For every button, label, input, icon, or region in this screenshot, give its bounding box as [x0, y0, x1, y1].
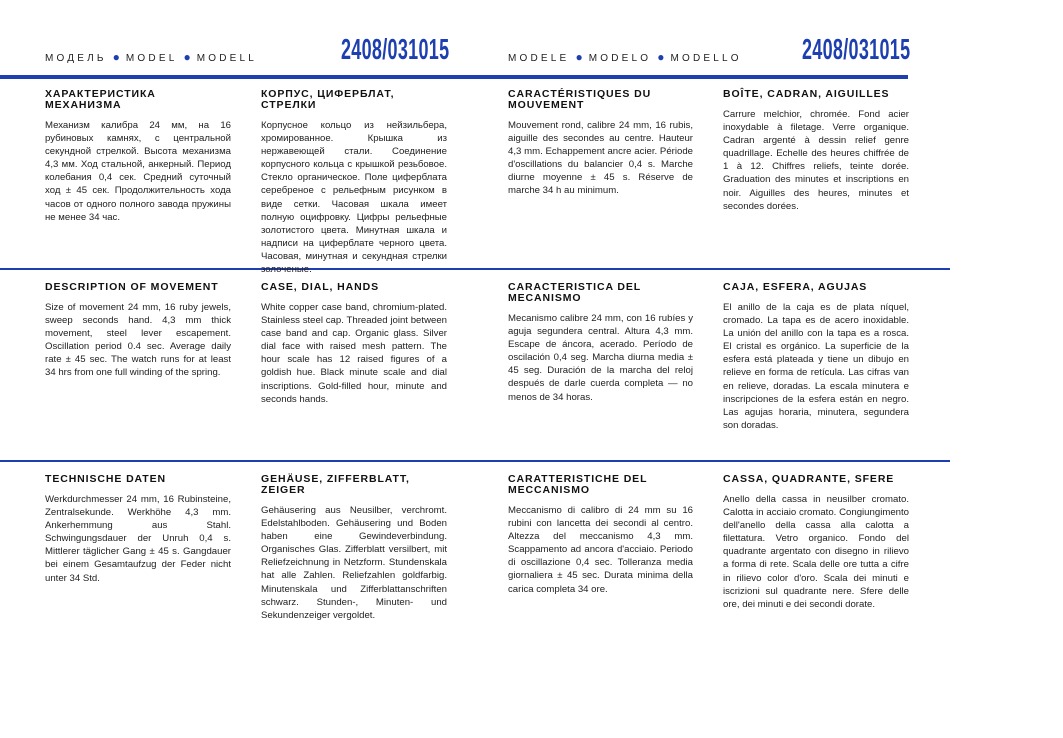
section-ru-movement: [45, 89, 231, 224]
section-title: CARATTERISTICHE DEL MECCANISMO: [508, 473, 648, 496]
section-text: Anello della cassa in neusilber cromato. Calotta in acciaio cromato. Congiungimento dell'anello della cassa alla calotta a filettatura. Vetro organico. Fondo del quadrante argentato con disegno in rilievo a forma di rete. Scala delle ore tutta a cifre in rilievo color d'oro. Scala dei minuti e iscrizioni sul quadrante nere. Sfere delle ore, dei minuti e dei secondi dorate.: [723, 494, 909, 610]
section-it-case: [723, 474, 909, 611]
section-text: Mouvement rond, calibre 24 mm, 16 rubis, aiguille des secondes au centre. Hauteur 4,3 mm. Echappement ancre acier. Période d'oscillations du balancier 0,4 s. Marche diurne moyenne ± 45 s. Réserve de marche 34 h au minimum.: [508, 120, 693, 197]
section-title: CARACTERISTICA DEL MECANISMO: [508, 281, 641, 304]
model-label-es: MODELO: [588, 53, 652, 64]
section-text: El anillo de la caja es de plata níquel, cromado. La tapa es de acero inoxidable. La unión del anillo con la tapa es a rosca. El cristal es orgánico. La superficie de la esfera está plateada y tiene un dibujo en relieve en forma de retícula. Las cifras van en relieve, doradas. La escala minutera e inscripciones de la esfera están en negro. Las agujas horaria, minutera, segundera son doradas.: [723, 302, 909, 431]
section-text: Size of movement 24 mm, 16 ruby jewels, sweep seconds hand. 4,3 mm thick movement, steel lever escapement. Oscillation period 0.4 sec. Average daily rate ± 45 sec. The watch runs for at least 34 hrs from one full winding of the spring.: [45, 302, 231, 379]
model-number-right: 2408/031015: [802, 34, 911, 66]
section-title: CASE, DIAL, HANDS: [261, 281, 379, 293]
section-es-case: [723, 282, 909, 432]
section-title: CARACTÉRISTIQUES DU MOUVEMENT: [508, 88, 652, 111]
section-title: CASSA, QUADRANTE, SFERE: [723, 473, 895, 485]
section-rule-2: [0, 268, 950, 270]
model-label-ru: МОДЕЛЬ: [45, 53, 107, 64]
section-text: Werkdurchmesser 24 mm, 16 Rubinsteine, Zentralsekunde. Werkhöhe 4,3 mm. Ankerhemmung aus Stahl. Schwingungsdauer der Unruh 0,4 s. Mittlerer täglicher Gang ± 45 s. Gangdauer bei einem Gesamtaufzug der Feder nicht unter 34 Std.: [45, 494, 231, 584]
header-left: [45, 34, 475, 78]
section-it-movement: [508, 474, 693, 596]
section-text: Корпусное кольцо из нейзильбера, хромированное. Крышка из нержавеющей стали. Соединение корпусного кольца с крышкой резьбовое. Стекло органическое. Поле циферблата серебреное с рельефным рисунком в виде сетки. Часовая шкала имеет полную оцифровку. Цифры рельефные золотистого цвета. Минутная шкала и надписи на циферблате черного цвета. Часовая, минутная и секундная стрелки золоченые.: [261, 120, 447, 276]
section-rule-3: [0, 460, 950, 462]
section-fr-movement: [508, 89, 693, 198]
section-title: КОРПУС, ЦИФЕРБЛАТ, СТРЕЛКИ: [261, 88, 395, 111]
section-title: GEHÄUSE, ZIFFERBLATT, ZEIGER: [261, 473, 410, 496]
model-label-de: MODELL: [196, 53, 258, 64]
header-rule: [0, 75, 908, 79]
section-text: Meccanismo di calibro di 24 mm su 16 rubini con lancetta dei secondi al centro. Altezza del meccanismo 4,3 mm. Scappamento ad ancora d'acciaio. Periodo di oscillazione 0,4 sec. Tolleranza media giornaliera ± 45 sec. Durata minima della carica completa 34 ore.: [508, 505, 693, 595]
section-de-movement: [45, 474, 231, 585]
section-title: TECHNISCHE DATEN: [45, 473, 166, 485]
section-es-movement: [508, 282, 693, 404]
separator-dot: ●: [575, 50, 583, 64]
model-label-right: [508, 50, 742, 64]
section-de-case: [261, 474, 447, 622]
model-label-left: [45, 50, 257, 64]
section-text: Carrure melchior, chromée. Fond acier inoxydable à filetage. Verre organique. Cadran argenté à dessin relief genre quadrillage. Echelle des heures chiffrée de 1 à 12. Chiffres reliefs, teinte dorée. Graduation des minutes et inscriptions en noir. Aiguilles des heures, minutes et secondes dorées.: [723, 109, 909, 212]
separator-dot: ●: [112, 50, 120, 64]
model-label-en: MODEL: [125, 53, 178, 64]
model-label-it: MODELLO: [670, 53, 742, 64]
section-text: Механизм калибра 24 мм, на 16 рубиновых камнях, с центральной секундной стрелкой. Высота механизма 4,3 мм. Ход стальной, анкерный. Период колебания 0,4 сек. Средний суточный ход ± 45 сек. Продолжительность хода часов от одного полного завода пружины не менее 34 час.: [45, 120, 231, 223]
model-number-left: 2408/031015: [341, 34, 450, 66]
section-fr-case: [723, 89, 909, 213]
section-en-case: [261, 282, 447, 406]
section-title: ХАРАКТЕРИСТИКА МЕХАНИЗМА: [45, 88, 156, 111]
header-right: [508, 34, 928, 78]
section-title: CAJA, ESFERA, AGUJAS: [723, 281, 868, 293]
section-title: DESCRIPTION OF MOVEMENT: [45, 281, 219, 293]
separator-dot: ●: [183, 50, 191, 64]
section-text: Gehäusering aus Neusilber, verchromt. Edelstahlboden. Gehäusering und Boden haben eine Gewindeverbindung. Organisches Glas. Zifferblatt versilbert, mit Reliefzeichnung in Netzform. Stundenskala hat alle Zahlen. Reliefzahlen goldfarbig. Minutenskala und Zifferblattanschriften schwarz. Stunden-, Minuten- und Sekundenzeiger vergoldet.: [261, 505, 447, 621]
section-text: White copper case band, chromium-plated. Stainless steel cap. Threaded joint between case band and cap. Organic glass. Silver dial face with raised mesh pattern. The hour scale has 12 raised figures of a goldish hue. Black minute scale and dial inscriptions. Gold-filled hour, minute and seconds hands.: [261, 302, 447, 405]
model-label-fr: MODELE: [508, 53, 570, 64]
section-en-movement: [45, 282, 231, 380]
separator-dot: ●: [657, 50, 665, 64]
section-text: Mecanismo calibre 24 mm, con 16 rubíes y aguja segundera central. Altura 4,3 mm. Escape de áncora, acerado. Período de oscilación 0,4 seg. Marcha diurna media ± 45 seg. Duración de la marcha del reloj después de darle cuerda completa — no menos de 34 horas.: [508, 313, 693, 403]
section-title: BOÎTE, CADRAN, AIGUILLES: [723, 88, 890, 100]
section-ru-case: [261, 89, 447, 276]
